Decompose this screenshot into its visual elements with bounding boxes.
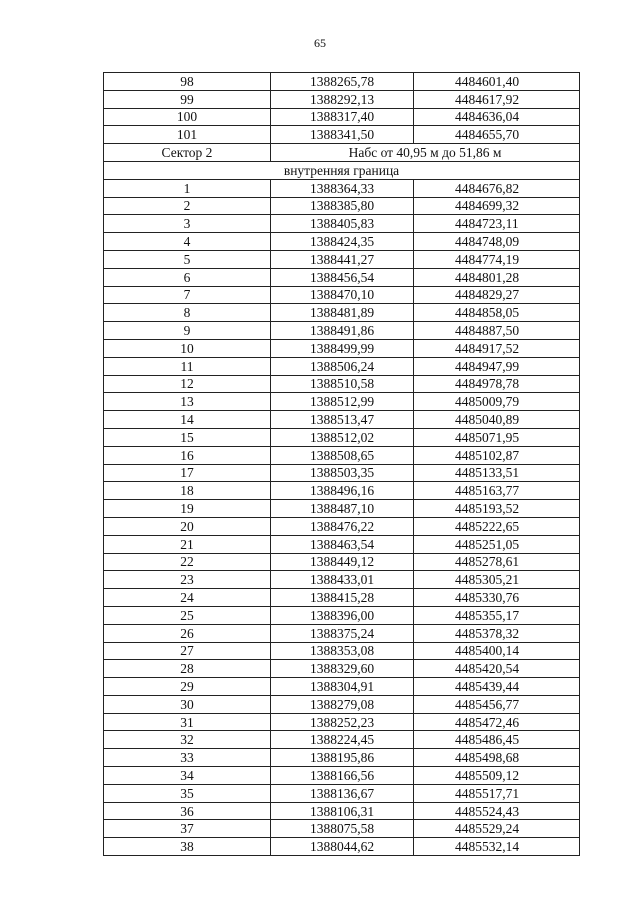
point-number: 29 <box>104 678 271 696</box>
coordinate-x: 1388224,45 <box>271 731 414 749</box>
point-number: 23 <box>104 571 271 589</box>
table-row <box>104 108 580 126</box>
point-number: 19 <box>104 500 271 518</box>
coordinate-x: 1388510,58 <box>271 375 414 393</box>
coordinate-x: 1388496,16 <box>271 482 414 500</box>
table-row <box>104 624 580 642</box>
coordinate-y: 4485133,51 <box>414 464 580 482</box>
point-number: 1 <box>104 179 271 197</box>
coordinate-y: 4485532,14 <box>414 838 580 856</box>
point-number: 26 <box>104 624 271 642</box>
table-row <box>104 820 580 838</box>
coordinate-y: 4484748,09 <box>414 233 580 251</box>
coordinate-y: 4484699,32 <box>414 197 580 215</box>
coordinate-y: 4485486,45 <box>414 731 580 749</box>
coordinate-y: 4485222,65 <box>414 517 580 535</box>
point-number: 5 <box>104 250 271 268</box>
coordinate-y: 4484917,52 <box>414 339 580 357</box>
table-row <box>104 589 580 607</box>
table-row <box>104 571 580 589</box>
point-number: 8 <box>104 304 271 322</box>
point-number: 36 <box>104 802 271 820</box>
table-body-bottom <box>104 179 580 855</box>
coordinate-y: 4485439,44 <box>414 678 580 696</box>
coordinate-y: 4485330,76 <box>414 589 580 607</box>
point-number: 17 <box>104 464 271 482</box>
table-row <box>104 767 580 785</box>
coordinate-y: 4485517,71 <box>414 784 580 802</box>
point-number: 13 <box>104 393 271 411</box>
coordinate-x: 1388449,12 <box>271 553 414 571</box>
point-number: 37 <box>104 820 271 838</box>
coordinate-y: 4484676,82 <box>414 179 580 197</box>
table-row <box>104 802 580 820</box>
coordinate-y: 4485498,68 <box>414 749 580 767</box>
coordinate-x: 1388433,01 <box>271 571 414 589</box>
coordinate-y: 4485040,89 <box>414 411 580 429</box>
table-row <box>104 339 580 357</box>
point-number: 28 <box>104 660 271 678</box>
table-row <box>104 250 580 268</box>
point-number: 25 <box>104 606 271 624</box>
table-row <box>104 749 580 767</box>
table-row <box>104 233 580 251</box>
point-number: 15 <box>104 428 271 446</box>
table-row <box>104 73 580 91</box>
coordinate-y: 4485163,77 <box>414 482 580 500</box>
point-number: 24 <box>104 589 271 607</box>
coordinate-y: 4484829,27 <box>414 286 580 304</box>
sector-row <box>104 144 580 162</box>
table-row <box>104 660 580 678</box>
coordinate-y: 4484978,78 <box>414 375 580 393</box>
point-number: 22 <box>104 553 271 571</box>
sector-section <box>104 144 580 180</box>
coordinate-x: 1388317,40 <box>271 108 414 126</box>
table-row <box>104 678 580 696</box>
coordinate-y: 4484858,05 <box>414 304 580 322</box>
point-number: 7 <box>104 286 271 304</box>
table-row <box>104 464 580 482</box>
coordinate-x: 1388044,62 <box>271 838 414 856</box>
page-number: 65 <box>314 36 326 50</box>
coordinate-y: 4485251,05 <box>414 535 580 553</box>
point-number: 18 <box>104 482 271 500</box>
coordinate-x: 1388513,47 <box>271 411 414 429</box>
coordinate-y: 4485278,61 <box>414 553 580 571</box>
point-number: 31 <box>104 713 271 731</box>
coordinate-y: 4485193,52 <box>414 500 580 518</box>
boundary-row <box>104 161 580 179</box>
point-number: 9 <box>104 322 271 340</box>
coordinate-y: 4484887,50 <box>414 322 580 340</box>
table-row <box>104 642 580 660</box>
coordinate-y: 4485509,12 <box>414 767 580 785</box>
coordinate-x: 1388470,10 <box>271 286 414 304</box>
table-row <box>104 197 580 215</box>
point-number: 14 <box>104 411 271 429</box>
coordinate-x: 1388463,54 <box>271 535 414 553</box>
coordinate-x: 1388166,56 <box>271 767 414 785</box>
sector-elevation-range: Набс от 40,95 м до 51,86 м <box>271 144 580 162</box>
coordinate-y: 4485378,32 <box>414 624 580 642</box>
coordinate-y: 4485400,14 <box>414 642 580 660</box>
point-number: 35 <box>104 784 271 802</box>
coordinate-y: 4484636,04 <box>414 108 580 126</box>
coordinate-x: 1388441,27 <box>271 250 414 268</box>
coordinate-x: 1388512,02 <box>271 428 414 446</box>
coordinate-x: 1388075,58 <box>271 820 414 838</box>
coordinate-x: 1388481,89 <box>271 304 414 322</box>
coordinate-x: 1388476,22 <box>271 517 414 535</box>
table-row <box>104 482 580 500</box>
point-number: 16 <box>104 446 271 464</box>
coordinate-x: 1388499,99 <box>271 339 414 357</box>
table-row <box>104 393 580 411</box>
point-number: 33 <box>104 749 271 767</box>
coordinate-y: 4485305,21 <box>414 571 580 589</box>
coordinate-x: 1388136,67 <box>271 784 414 802</box>
table-row <box>104 838 580 856</box>
coordinate-x: 1388424,35 <box>271 233 414 251</box>
point-number: 10 <box>104 339 271 357</box>
coordinate-y: 4485420,54 <box>414 660 580 678</box>
point-number: 2 <box>104 197 271 215</box>
coordinate-y: 4484801,28 <box>414 268 580 286</box>
table-row <box>104 268 580 286</box>
point-number: 11 <box>104 357 271 375</box>
coordinate-x: 1388396,00 <box>271 606 414 624</box>
point-number: 21 <box>104 535 271 553</box>
coordinate-y: 4485102,87 <box>414 446 580 464</box>
table-row <box>104 428 580 446</box>
coordinate-x: 1388304,91 <box>271 678 414 696</box>
point-number: 3 <box>104 215 271 233</box>
table-row <box>104 606 580 624</box>
coordinate-x: 1388508,65 <box>271 446 414 464</box>
coordinate-x: 1388364,33 <box>271 179 414 197</box>
coordinate-x: 1388195,86 <box>271 749 414 767</box>
point-number: 98 <box>104 73 271 91</box>
coordinate-x: 1388106,31 <box>271 802 414 820</box>
table-row <box>104 304 580 322</box>
table-row <box>104 713 580 731</box>
table-row <box>104 500 580 518</box>
table-row <box>104 375 580 393</box>
table-row <box>104 784 580 802</box>
table-row <box>104 286 580 304</box>
coordinate-y: 4484601,40 <box>414 73 580 91</box>
table-row <box>104 126 580 144</box>
coordinate-y: 4485524,43 <box>414 802 580 820</box>
coordinate-x: 1388487,10 <box>271 500 414 518</box>
coordinate-x: 1388456,54 <box>271 268 414 286</box>
coordinate-x: 1388265,78 <box>271 73 414 91</box>
coordinate-x: 1388292,13 <box>271 90 414 108</box>
coordinate-y: 4485529,24 <box>414 820 580 838</box>
coordinate-x: 1388491,86 <box>271 322 414 340</box>
coordinates-table <box>103 72 580 856</box>
point-number: 12 <box>104 375 271 393</box>
coordinate-x: 1388329,60 <box>271 660 414 678</box>
table-row <box>104 517 580 535</box>
coordinate-y: 4485456,77 <box>414 695 580 713</box>
coordinate-y: 4485071,95 <box>414 428 580 446</box>
table-row <box>104 695 580 713</box>
coordinate-y: 4484774,19 <box>414 250 580 268</box>
point-number: 101 <box>104 126 271 144</box>
table-body-top <box>104 73 580 144</box>
coordinate-x: 1388385,80 <box>271 197 414 215</box>
point-number: 32 <box>104 731 271 749</box>
table-row <box>104 215 580 233</box>
coordinate-y: 4484617,92 <box>414 90 580 108</box>
coordinate-x: 1388415,28 <box>271 589 414 607</box>
point-number: 34 <box>104 767 271 785</box>
table-row <box>104 179 580 197</box>
boundary-label: внутренняя граница <box>104 161 580 179</box>
coordinate-x: 1388353,08 <box>271 642 414 660</box>
table-row <box>104 411 580 429</box>
sector-label: Сектор 2 <box>104 144 271 162</box>
coordinate-x: 1388512,99 <box>271 393 414 411</box>
coordinate-y: 4485355,17 <box>414 606 580 624</box>
table-row <box>104 553 580 571</box>
point-number: 4 <box>104 233 271 251</box>
point-number: 30 <box>104 695 271 713</box>
table-row <box>104 446 580 464</box>
table-row <box>104 357 580 375</box>
coordinate-x: 1388252,23 <box>271 713 414 731</box>
table-row <box>104 90 580 108</box>
point-number: 6 <box>104 268 271 286</box>
coordinate-x: 1388341,50 <box>271 126 414 144</box>
coordinate-x: 1388375,24 <box>271 624 414 642</box>
point-number: 20 <box>104 517 271 535</box>
point-number: 99 <box>104 90 271 108</box>
coordinate-y: 4485009,79 <box>414 393 580 411</box>
coordinate-y: 4484655,70 <box>414 126 580 144</box>
coordinate-y: 4485472,46 <box>414 713 580 731</box>
coordinate-x: 1388405,83 <box>271 215 414 233</box>
table-row <box>104 322 580 340</box>
coordinate-y: 4484723,11 <box>414 215 580 233</box>
table-row <box>104 535 580 553</box>
point-number: 100 <box>104 108 271 126</box>
point-number: 27 <box>104 642 271 660</box>
coordinate-x: 1388279,08 <box>271 695 414 713</box>
coordinate-x: 1388506,24 <box>271 357 414 375</box>
coordinate-y: 4484947,99 <box>414 357 580 375</box>
point-number: 38 <box>104 838 271 856</box>
table-row <box>104 731 580 749</box>
coordinate-x: 1388503,35 <box>271 464 414 482</box>
